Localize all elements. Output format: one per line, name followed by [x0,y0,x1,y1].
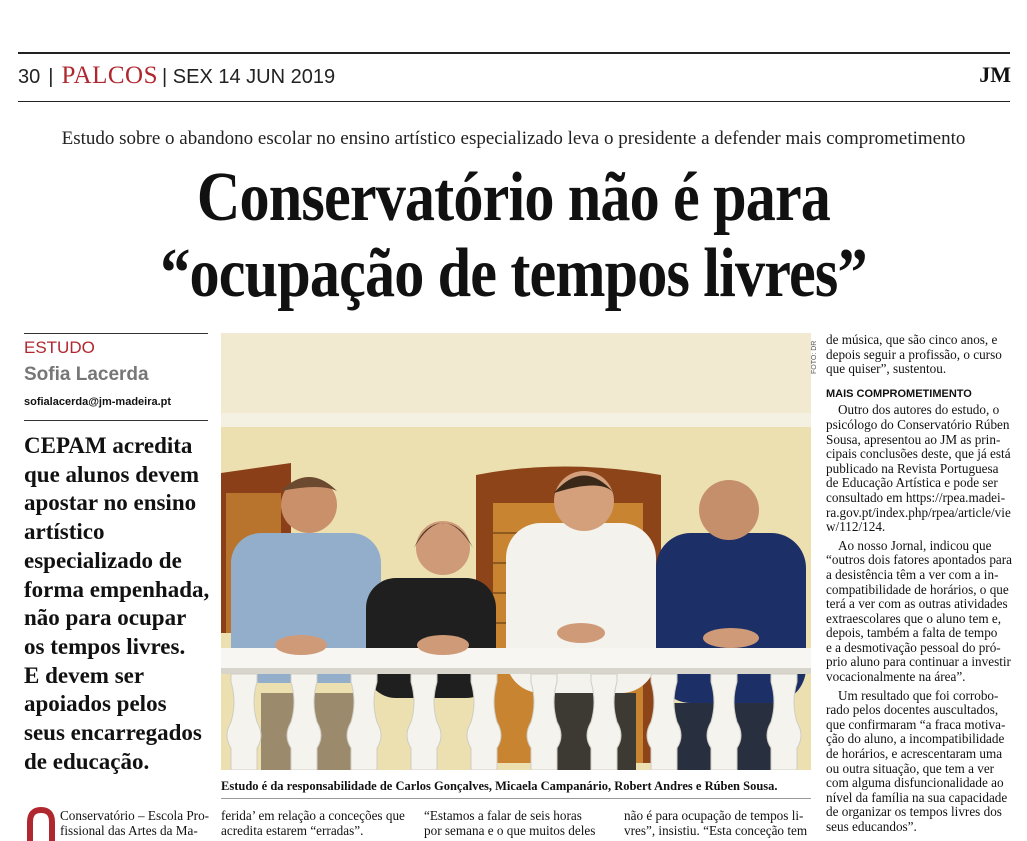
author-email[interactable]: sofialacerda@jm-madeira.pt [24,396,172,408]
body-line: Sousa, apresentou ao JM as prin- [826,431,1001,447]
body-line: que quiser”, sustentou. [826,361,947,377]
body-line: ra.gov.pt/index.php/rpea/article/vie [826,504,1011,520]
author-name: Sofia Lacerda [24,364,149,385]
headline-line: Conservatório não é para [196,159,831,236]
byline-rule [24,420,208,421]
body-line: cipais conclusões deste, que já está [826,446,1011,462]
body-line: prio aluno para continuar a investir [826,654,1011,670]
body-line: consultado em https://rpea.madei- [826,489,1006,505]
body-line: Ao nosso Jornal, indicou que [838,537,992,553]
body-line: não é para ocupação de tempos li- [624,808,804,823]
body-line: extraescolares que o aluno tem e, [826,610,1002,626]
lead-line: apostar no ensino [24,490,197,516]
kicker: Estudo sobre o abandono escolar no ensino artístico especializado leva o presidente a defender mais comprometimento [61,128,966,149]
body-line: ção do aluno, a incompatibilidade [826,731,1005,747]
body-line: de horários, e acrescentaram uma [826,746,1003,762]
lead-line: CEPAM acredita [24,433,193,458]
body-column [424,808,595,838]
body-line: rado pelos docentes auscultados, [826,702,999,718]
right-column [826,333,1016,835]
body-line: por semana e o que muitos deles [424,823,596,838]
photo-caption: Estudo é da responsabilidade de Carlos Gonçalves, Micaela Campanário, Robert Andres e Rúben Sousa. [221,779,778,793]
body-line: Conservatório – Escola Pro- [60,808,210,823]
body-line: de Educação Artística e pode ser [826,475,998,491]
photo-credit: FOTO: DR [811,340,818,374]
newspaper-logo: JM [979,62,1011,87]
body-rule [221,798,811,799]
body-line: seus educandos”. [826,819,917,834]
body-line: vres”, insistiu. “Esta conceção tem [624,823,808,838]
body-line: acredita estarem “erradas”. [221,823,364,838]
body-column [624,808,807,838]
body-line: publicado na Revista Portuguesa [826,460,999,476]
lead-line: apoiados pelos [24,691,167,717]
photo-illustration [221,333,811,770]
body-line: Um resultado que foi corrobo- [838,687,999,703]
body-line: compatibilidade de horários, o que [826,581,1009,597]
lead-paragraph [24,432,214,776]
lead-line: especializado de [24,547,182,573]
lead-line: E devem ser [24,662,145,688]
lead-line: que alunos devem [24,461,200,487]
drop-cap-o-icon [26,806,56,841]
body-line: ou outra situação, que tem a ver [826,760,995,776]
headline [0,160,1027,312]
body-line: de organizar os tempos livres dos [826,804,1002,820]
body-line: terá a ver com as outras atividades [826,596,1008,612]
body-line: psicólogo do Conservatório Rúben [826,416,1010,432]
lead-line: os tempos livres. [24,633,186,659]
folio-separator: | [48,66,54,88]
body-line: Outro dos autores do estudo, o [838,402,1000,418]
body-line: depois, também a falta de tempo [826,625,998,641]
header-rule [18,101,1010,102]
body-column [60,808,209,838]
body-line: ferida’ em relação a conceções que [221,808,405,823]
body-line: “outros dois fatores apontados para [826,552,1013,568]
body-line: com alguma disfuncionalidade ao [826,775,1004,791]
lead-line: não para ocupar [24,605,187,631]
byline-rule [24,333,208,334]
subheading: MAIS COMPROMETIMENTO [826,387,972,400]
top-rule [18,52,1010,54]
body-line: e a desmotivação pessoal do pró- [826,639,1001,655]
lead-line: seus encarregados [24,720,202,746]
page-number: 30 [18,66,41,88]
issue-date: | SEX 14 JUN 2019 [162,66,336,88]
body-column [221,808,405,838]
lead-line: artístico [24,519,105,545]
section-name: PALCOS [61,62,159,89]
body-line: que confirmaram “a fraca motiva- [826,716,1006,732]
lead-line: de educação. [24,748,150,774]
body-line: depois seguir a profissão, o curso [826,346,1002,362]
lead-line: forma empenhada, [24,576,210,602]
byline-section: ESTUDO [24,338,95,357]
body-line: de música, que são cinco anos, e [826,332,998,347]
body-line: fissional das Artes da Ma- [60,823,198,838]
body-line: “Estamos a falar de seis horas [424,808,582,823]
headline-line: “ocupação de tempos livres” [160,235,867,312]
body-line: a desistência têm a ver com a in- [826,566,999,582]
body-line: w/112/124. [826,519,886,535]
article-photo [221,333,811,770]
body-line: vocacionalmente na área”. [826,669,966,685]
folio [18,62,335,92]
body-line: nível da família na sua capacidade [826,789,1008,805]
